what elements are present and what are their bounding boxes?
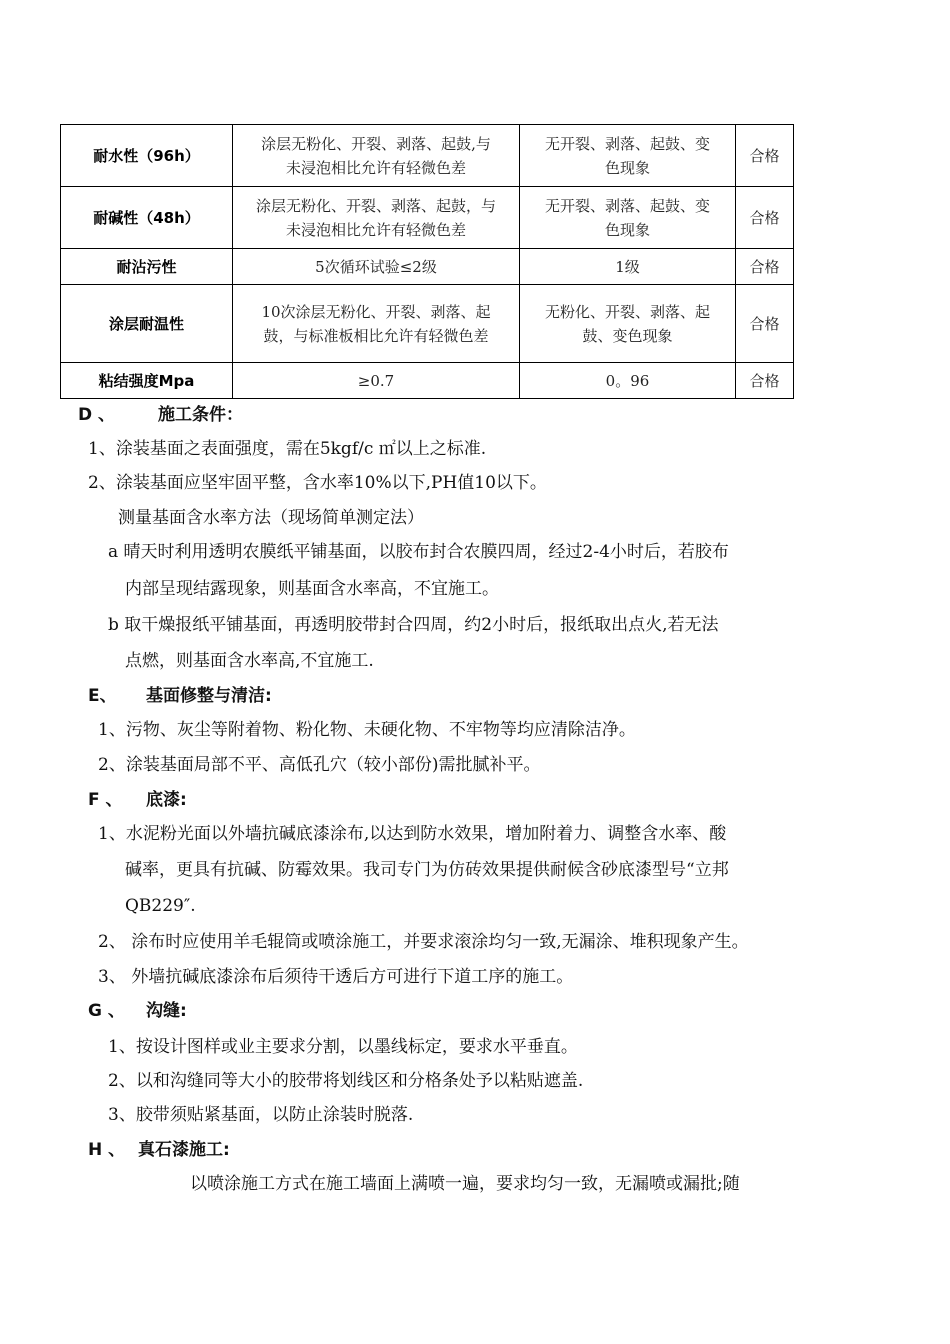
table-cell-item: 耐沾污性 bbox=[61, 249, 233, 285]
section-f-title: 底漆: bbox=[146, 790, 187, 810]
table-cell-standard-line: 5次循环试验≤2级 bbox=[315, 257, 437, 276]
table-cell-result bbox=[520, 125, 736, 187]
section-d-method-b-line-2: 点燃，则基面含水率高,不宜施工. bbox=[125, 651, 374, 671]
table-cell-standard bbox=[233, 249, 520, 285]
section-h-title: 真石漆施工: bbox=[138, 1140, 230, 1160]
table-cell-standard-line: ≥0.7 bbox=[357, 371, 395, 390]
table-row bbox=[61, 363, 794, 399]
table-cell-item: 涂层耐温性 bbox=[61, 285, 233, 363]
section-g-item-2: 2、以和沟缝同等大小的胶带将划线区和分格条处予以粘贴遮盖. bbox=[108, 1071, 584, 1091]
table-cell-verdict: 合格 bbox=[736, 187, 794, 249]
section-g-item-1: 1、按设计图样或业主要求分割，以墨线标定，要求水平垂直。 bbox=[108, 1037, 578, 1057]
section-e-item-2: 2、涂装基面局部不平、高低孔穴（较小部份)需批腻补平。 bbox=[98, 755, 541, 775]
table-row bbox=[61, 249, 794, 285]
section-h-item-1: 以喷涂施工方式在施工墙面上满喷一遍，要求均匀一致，无漏喷或漏批;随 bbox=[190, 1174, 740, 1194]
section-f-heading bbox=[88, 787, 187, 813]
section-e-heading bbox=[88, 683, 272, 709]
table-cell-result bbox=[520, 187, 736, 249]
table-cell-standard bbox=[233, 125, 520, 187]
table-cell-result-line: 鼓、变色现象 bbox=[582, 326, 673, 345]
table-cell-standard-line: 涂层无粉化、开裂、剥落、起鼓，与 bbox=[255, 196, 496, 215]
table-cell-result-line: 无粉化、开裂、剥落、起 bbox=[544, 302, 710, 321]
section-f-label: F 、 bbox=[88, 790, 123, 810]
section-d-title: 施工条件： bbox=[158, 405, 243, 425]
table-cell-standard-line: 未浸泡相比允许有轻微色差 bbox=[285, 158, 466, 177]
section-e-item-1: 1、污物、灰尘等附着物、粉化物、未硬化物、不牢物等均应清除洁净。 bbox=[98, 720, 636, 740]
table-cell-result bbox=[520, 285, 736, 363]
table-cell-standard bbox=[233, 187, 520, 249]
table-cell-standard-line: 10次涂层无粉化、开裂、剥落、起 bbox=[261, 302, 491, 321]
section-f-item-2: 2、 涂布时应使用羊毛辊筒或喷涂施工，并要求滚涂均匀一致,无漏涂、堆积现象产生。 bbox=[98, 932, 749, 952]
table-cell-result-line: 色现象 bbox=[604, 158, 650, 177]
table-cell-result-line: 无开裂、剥落、起鼓、变 bbox=[544, 134, 710, 153]
table-cell-verdict: 合格 bbox=[736, 363, 794, 399]
section-d-method-b-line-1: b 取干燥报纸平铺基面，再透明胶带封合四周，约2小时后，报纸取出点火,若无法 bbox=[108, 615, 719, 635]
table-cell-item: 耐水性（96h） bbox=[61, 125, 233, 187]
section-g-item-3: 3、胶带须贴紧基面，以防止涂装时脱落. bbox=[108, 1105, 414, 1125]
table-cell-verdict: 合格 bbox=[736, 125, 794, 187]
table-cell-standard-line: 未浸泡相比允许有轻微色差 bbox=[285, 220, 466, 239]
section-e-label: E、 bbox=[88, 686, 117, 706]
table-cell-verdict: 合格 bbox=[736, 249, 794, 285]
table-cell-standard-line: 涂层无粉化、开裂、剥落、起鼓,与 bbox=[261, 134, 491, 153]
spec-table-body bbox=[61, 125, 794, 399]
section-d-item-1: 1、涂装基面之表面强度，需在5kgf/c ㎡以上之标准. bbox=[88, 439, 487, 459]
table-cell-item: 粘结强度Mpa bbox=[61, 363, 233, 399]
table-cell-result-line: 1级 bbox=[615, 257, 640, 276]
section-d-method-title: 测量基面含水率方法（现场简单测定法） bbox=[118, 508, 424, 528]
table-cell-item: 耐碱性（48h） bbox=[61, 187, 233, 249]
table-cell-standard-line: 鼓，与标准板相比允许有轻微色差 bbox=[263, 326, 489, 345]
section-g-label: G 、 bbox=[88, 1001, 125, 1021]
section-g-heading bbox=[88, 998, 187, 1024]
section-h-heading bbox=[88, 1137, 230, 1163]
spec-table bbox=[60, 124, 794, 399]
table-row bbox=[61, 125, 794, 187]
table-cell-result-line: 0。96 bbox=[605, 371, 650, 390]
section-d-method-a-line-1: a 晴天时利用透明农膜纸平铺基面，以胶布封合农膜四周，经过2-4小时后，若胶布 bbox=[108, 542, 729, 562]
section-d-label: D 、 bbox=[78, 405, 116, 425]
section-f-item-1-line-2: 碱率，更具有抗碱、防霉效果。我司专门为仿砖效果提供耐候含砂底漆型号“立邦 bbox=[125, 860, 729, 880]
section-h-label: H 、 bbox=[88, 1140, 126, 1160]
table-cell-standard bbox=[233, 363, 520, 399]
table-cell-result bbox=[520, 363, 736, 399]
section-d-item-2: 2、涂装基面应坚牢固平整，含水率10%以下,PH值10以下。 bbox=[88, 473, 547, 493]
section-f-item-1-line-3: QB229″. bbox=[125, 896, 196, 916]
table-cell-result-line: 色现象 bbox=[604, 220, 650, 239]
table-cell-result-line: 无开裂、剥落、起鼓、变 bbox=[544, 196, 710, 215]
section-f-item-3: 3、 外墙抗碱底漆涂布后须待干透后方可进行下道工序的施工。 bbox=[98, 967, 574, 987]
table-row bbox=[61, 187, 794, 249]
section-d-method-a-line-2: 内部呈现结露现象，则基面含水率高，不宜施工。 bbox=[125, 579, 499, 599]
table-row bbox=[61, 285, 794, 363]
table-cell-verdict: 合格 bbox=[736, 285, 794, 363]
table-cell-result bbox=[520, 249, 736, 285]
section-d-heading bbox=[78, 402, 243, 428]
table-cell-standard bbox=[233, 285, 520, 363]
section-g-title: 沟缝: bbox=[146, 1001, 187, 1021]
section-f-item-1-line-1: 1、水泥粉光面以外墙抗碱底漆涂布,以达到防水效果，增加附着力、调整含水率、酸 bbox=[98, 824, 727, 844]
section-e-title: 基面修整与清洁: bbox=[146, 686, 272, 706]
